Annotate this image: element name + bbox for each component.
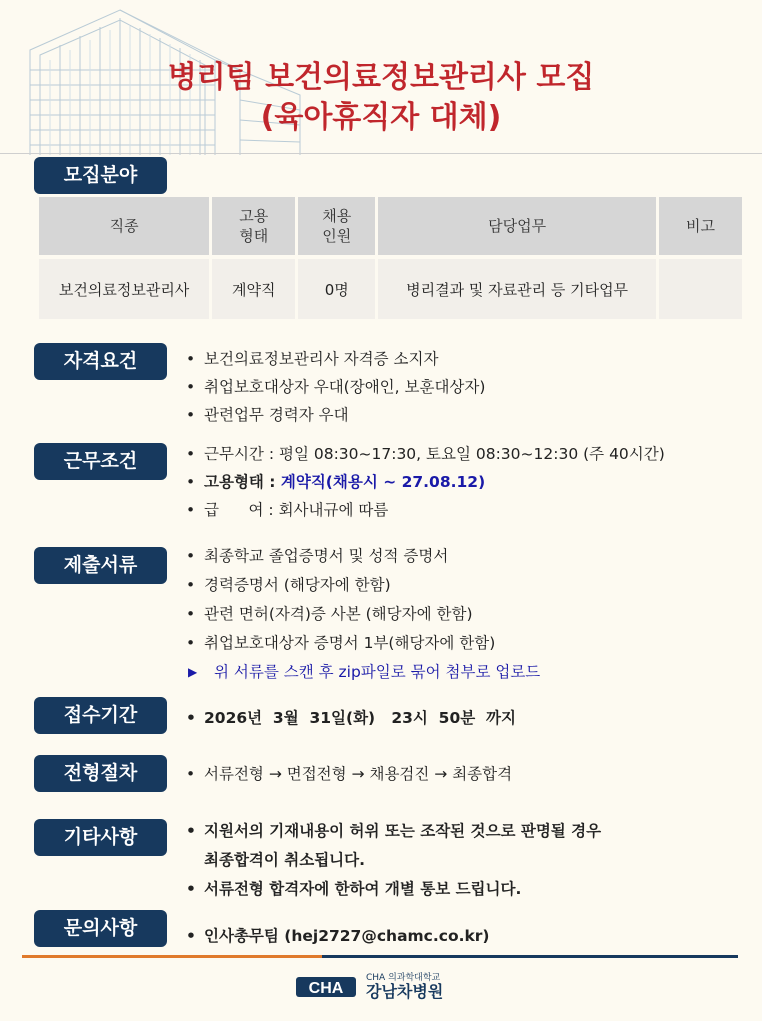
logo-name: 강남차병원 <box>366 982 444 1001</box>
section-label-conditions: 근무조건 <box>34 443 167 480</box>
list-item: • 관련 면허(자격)증 사본 (해당자에 한함) <box>186 600 540 629</box>
logo-subtitle: CHA 의과학대학교 <box>366 973 441 983</box>
table-header-cell: 담당업무 <box>378 197 656 255</box>
documents-list <box>186 542 540 687</box>
list-item <box>186 468 665 496</box>
table-header-row <box>39 197 742 255</box>
section-label-inquiry: 문의사항 <box>34 910 167 947</box>
table-header-cell: 채용 인원 <box>298 197 375 255</box>
page-title <box>0 58 762 138</box>
title-line-1: 병리팀 보건의료정보관리사 모집 <box>167 60 595 95</box>
qualification-list <box>186 345 485 429</box>
list-item-continuation: 최종합격이 취소됩니다. <box>204 851 366 869</box>
table-header-cell: 비고 <box>659 197 742 255</box>
list-item: • 2026년 3월 31일(화) 23시 50분 까지 <box>186 704 516 732</box>
footer-divider-navy <box>322 955 738 958</box>
employment-label: 고용형태 : <box>204 473 281 491</box>
others-list <box>186 817 601 904</box>
list-item: • 지원서의 기재내용이 허위 또는 조작된 것으로 판명될 경우 <box>186 817 601 846</box>
list-item: • 인사총무팀 (hej2727@chamc.co.kr) <box>186 922 490 950</box>
list-item: • 최종학교 졸업증명서 및 성적 증명서 <box>186 542 540 571</box>
employment-value: 계약직(채용시 ~ 27.08.12) <box>280 473 486 491</box>
list-item: • 서류전형 → 면접전형 → 채용검진 → 최종합격 <box>186 760 512 788</box>
table-cell: 보건의료정보관리사 <box>39 255 209 319</box>
table-cell: 병리결과 및 자료관리 등 기타업무 <box>378 255 656 319</box>
list-item: • 취업보호대상자 증명서 1부(해당자에 한함) <box>186 629 540 658</box>
section-label-field: 모집분야 <box>34 157 167 194</box>
section-label-qualification: 자격요건 <box>34 343 167 380</box>
header-divider <box>0 153 762 154</box>
footer-divider-orange <box>22 955 322 958</box>
list-item: • 서류전형 합격자에 한하여 개별 통보 드립니다. <box>186 875 601 904</box>
table-cell <box>659 255 742 319</box>
table-header-cell: 직종 <box>39 197 209 255</box>
documents-note: ▶ 위 서류를 스캔 후 zip파일로 묶어 첨부로 업로드 <box>186 658 540 687</box>
table-row <box>39 255 742 319</box>
table-cell: 0명 <box>298 255 375 319</box>
conditions-list <box>186 440 665 524</box>
hospital-logo <box>296 972 443 1002</box>
title-line-2: (육아휴직자 대체) <box>260 100 502 135</box>
list-item: • 근무시간 : 평일 08:30~17:30, 토요일 08:30~12:30 (주 40시간) <box>186 440 665 468</box>
inquiry-list <box>186 922 490 950</box>
table-header-cell: 고용 형태 <box>212 197 295 255</box>
list-item: • 보건의료정보관리사 자격증 소지자 <box>186 345 485 373</box>
period-list <box>186 704 516 732</box>
list-item: • 취업보호대상자 우대(장애인, 보훈대상자) <box>186 373 485 401</box>
list-item: • 관련업무 경력자 우대 <box>186 401 485 429</box>
list-item: • 경력증명서 (해당자에 한함) <box>186 571 540 600</box>
cha-logo-icon <box>296 973 356 1001</box>
section-label-procedure: 전형절차 <box>34 755 167 792</box>
section-label-others: 기타사항 <box>34 819 167 856</box>
section-label-period: 접수기간 <box>34 697 167 734</box>
logo-mark-text: CHA <box>308 980 344 997</box>
procedure-list <box>186 760 512 788</box>
list-item: • 급 여 : 회사내규에 따름 <box>186 496 665 524</box>
table-cell: 계약직 <box>212 255 295 319</box>
recruit-table <box>36 197 745 319</box>
section-label-documents: 제출서류 <box>34 547 167 584</box>
